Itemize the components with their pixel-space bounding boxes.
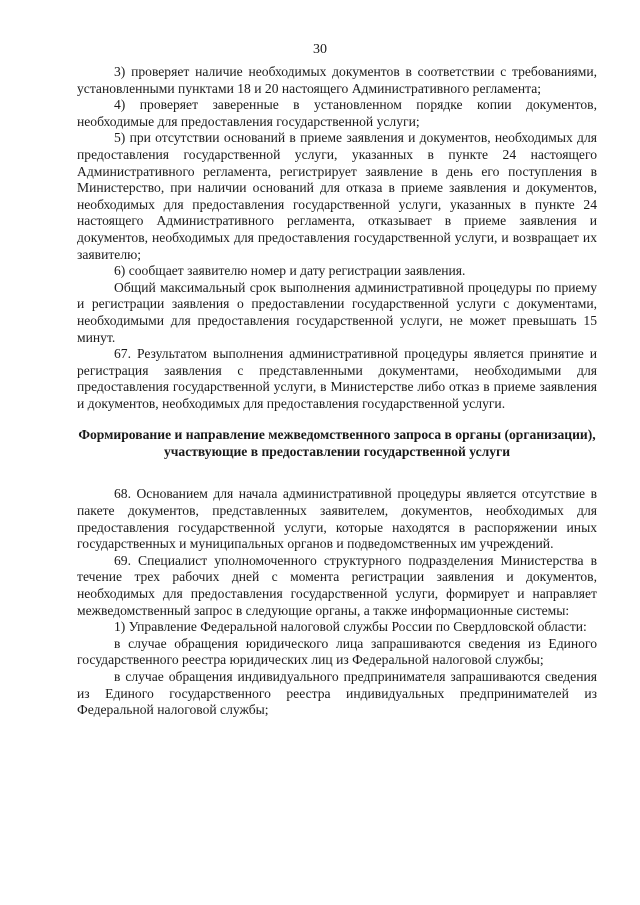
page-number: 30 — [313, 42, 327, 57]
paragraph-item-4: 4) проверяет заверенные в установленном порядке копии документов, необходимые для предоставления государственной услуги; — [77, 97, 597, 129]
paragraph-67: 67. Результатом выполнения административной процедуры является принятие и регистрация заявления с представленными документами, необходимыми для предоставления государственной услуги, в Министерстве либо отказ в приеме заявления и документов, необходимых для предоставления государственной услуги. — [77, 346, 597, 411]
paragraph-68: 68. Основанием для начала административной процедуры является отсутствие в пакете документов, представленных заявителем, документов, необходимых для предоставления государственной услуги, которые находятся в распоряжении иных государственных и муниципальных органов и подведомственных им учреждений. — [77, 486, 597, 552]
paragraph-max-time: Общий максимальный срок выполнения административной процедуры по приему и регистрации заявления о предоставлении государственной услуги с документами, необходимыми для предоставления государственной услуги, не может превышать 15 минут. — [77, 279, 597, 345]
section-heading: Формирование и направление межведомственного запроса в органы (организации), участвующие в предоставлении государственной услуги — [78, 427, 596, 460]
paragraph-69-item-1: 1) Управление Федеральной налоговой службы России по Свердловской области: — [114, 619, 587, 635]
paragraph-individual-entrepreneur: в случае обращения индивидуального предпринимателя запрашиваются сведения из Единого государственного реестра индивидуальных предпринимателей из Федеральной налоговой службы; — [77, 669, 597, 718]
paragraph-item-5: 5) при отсутствии оснований в приеме заявления и документов, необходимых для предоставления государственной услуги, указанных в пункте 24 настоящего Административного регламента, регистрирует заявление в день его поступления в Министерство, при наличии оснований для отказа в приеме заявления и документов, необходимых для предоставления государственной услуги, указанных в пункте 24 настоящего Административного регламента, отказывает в приеме заявления и документов, необходимых для предоставления государственной услуги, и возвращает их заявителю; — [77, 130, 597, 262]
paragraph-item-6: 6) сообщает заявителю номер и дату регистрации заявления. — [114, 263, 466, 279]
paragraph-legal-entity: в случае обращения юридического лица запрашиваются сведения из Единого государственного реестра юридических лиц из Федеральной налоговой службы; — [77, 635, 597, 668]
paragraph-69: 69. Специалист уполномоченного структурного подразделения Министерства в течение трех рабочих дней с момента регистрации заявления и документов, необходимых для предоставления государственной услуги, формирует и направляет межведомственный запрос в следующие органы, а также информационные системы: — [77, 552, 597, 618]
document-body — [77, 64, 597, 719]
paragraph-item-3: 3) проверяет наличие необходимых документов в соответствии с требованиями, установленными пунктами 18 и 20 настоящего Административного регламента; — [77, 64, 597, 96]
